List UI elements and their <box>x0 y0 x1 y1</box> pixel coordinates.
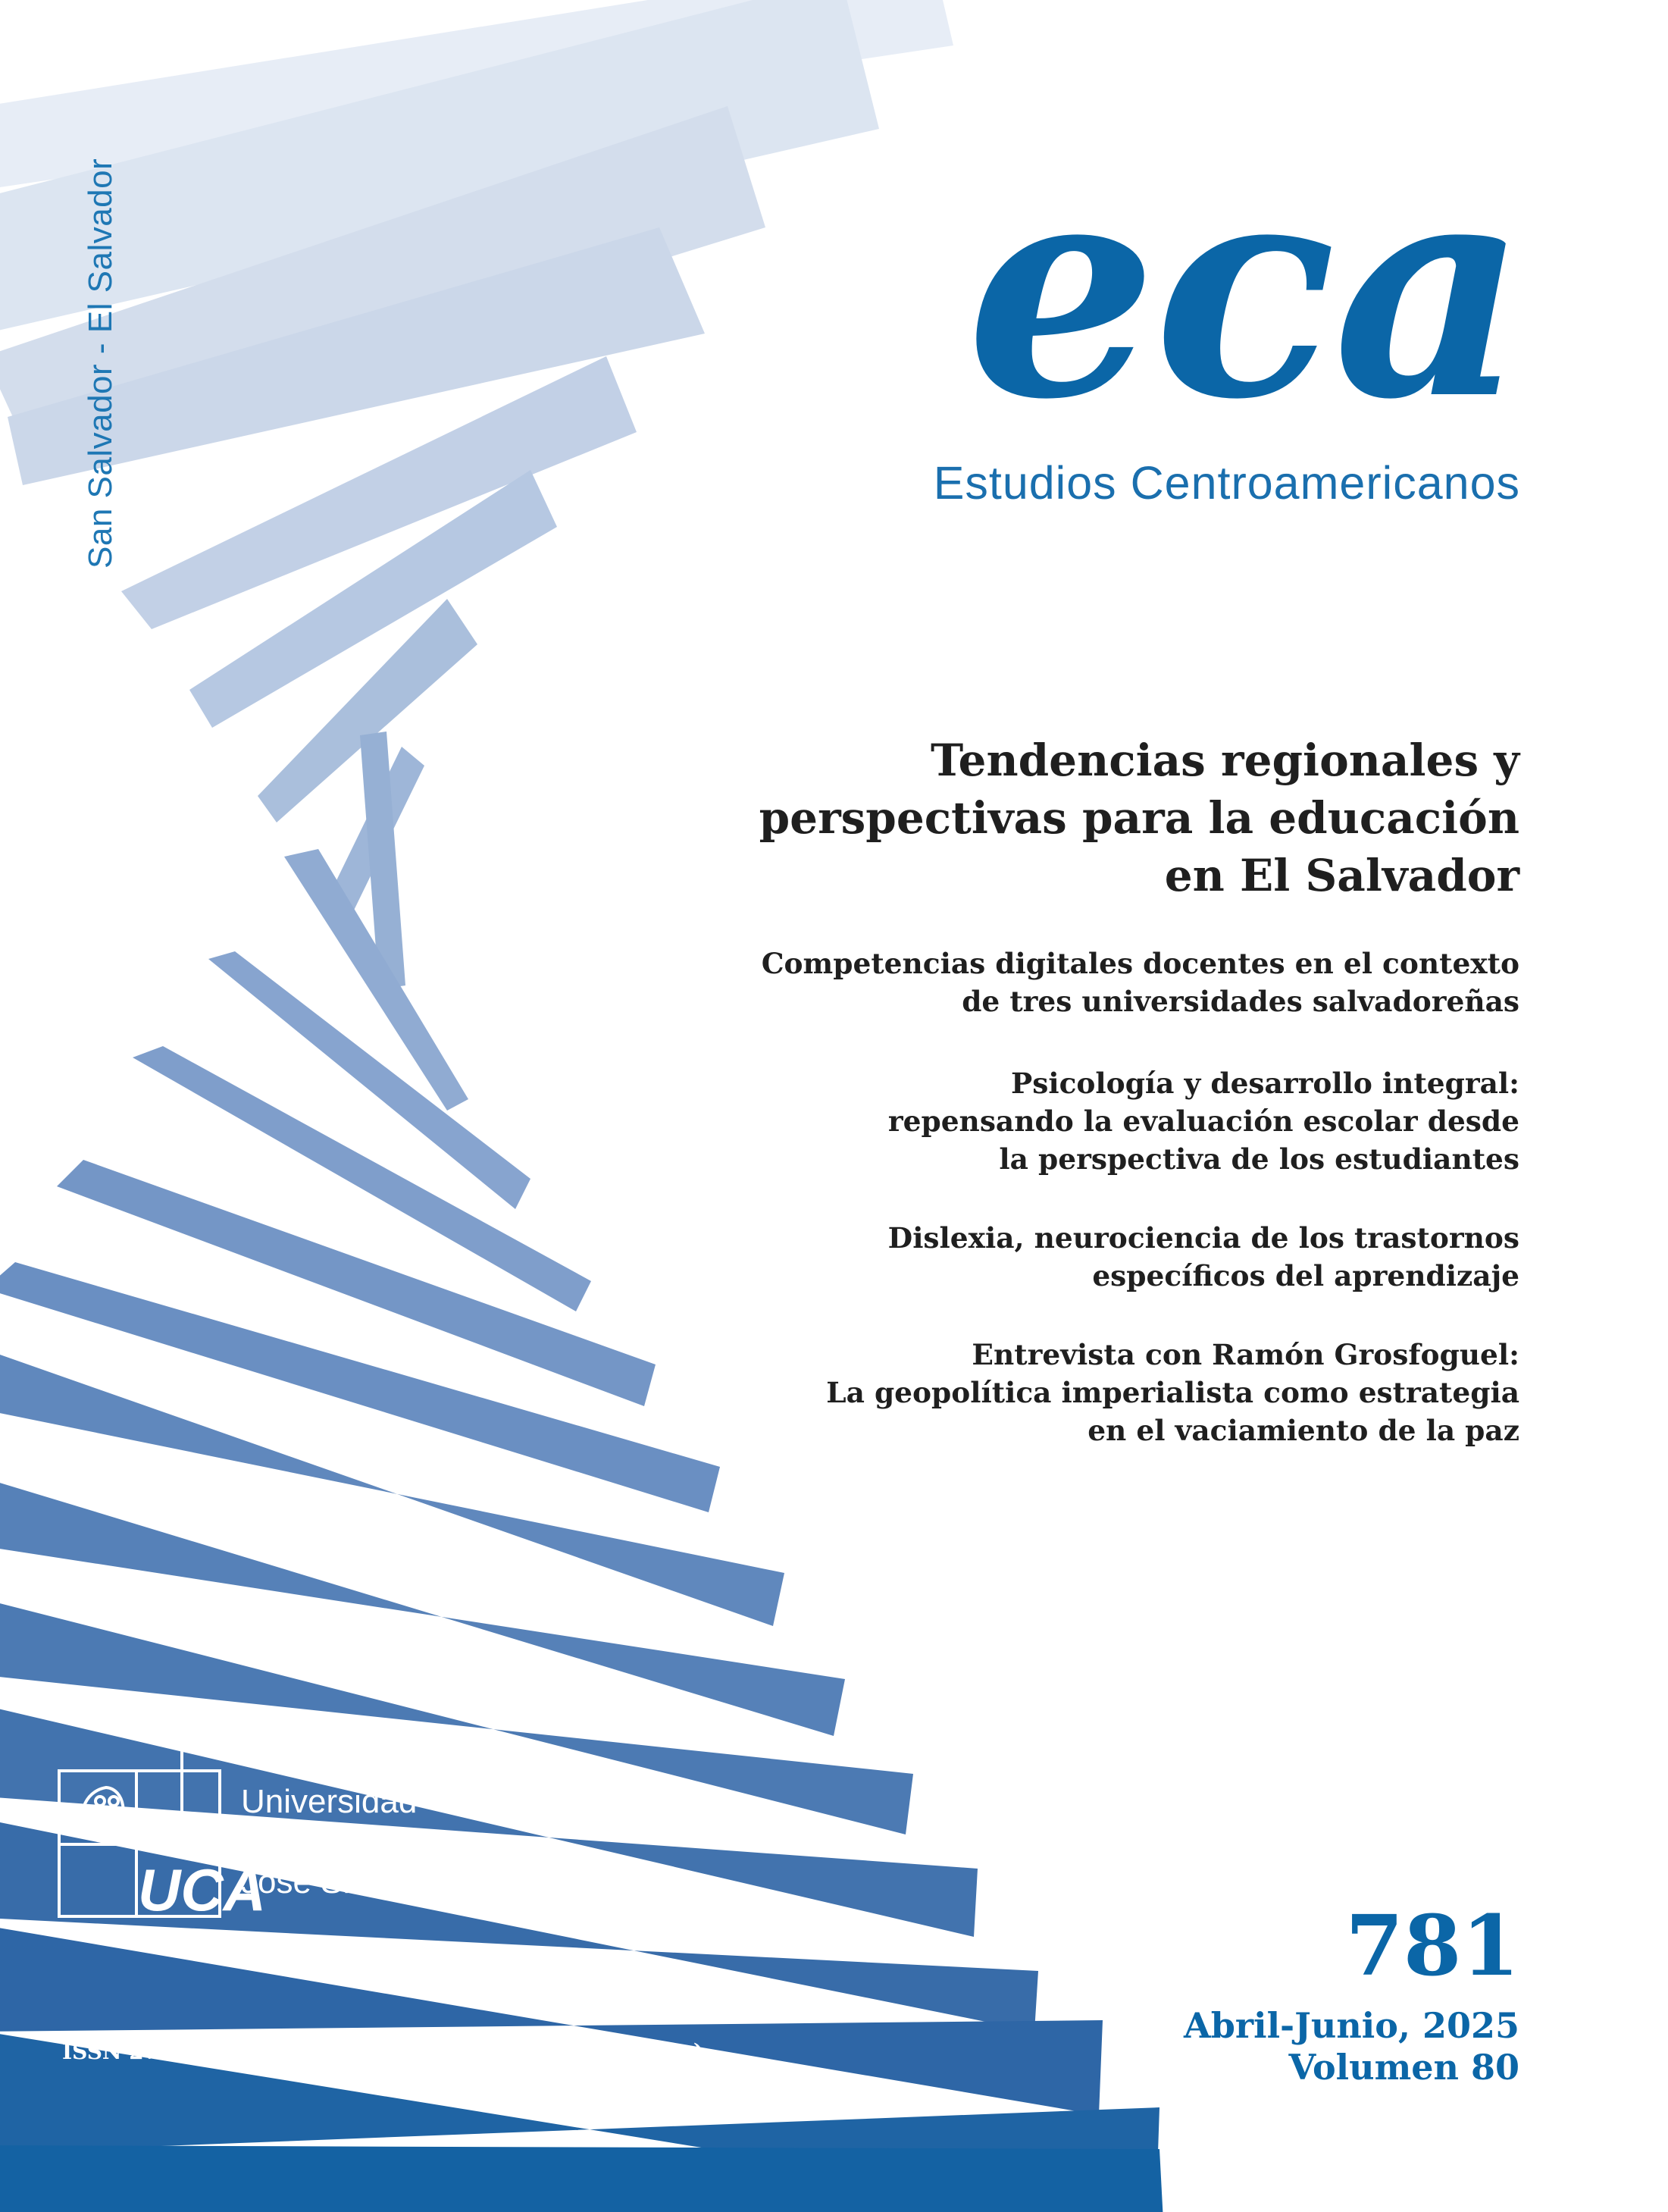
article-title-line: Competencias digitales docentes en el contexto <box>761 947 1519 980</box>
article-title-line: repensando la evaluación escolar desde <box>887 1104 1519 1138</box>
headline-line: Tendencias regionales y <box>931 735 1519 786</box>
article-title-line: La geopolítica imperialista como estrategia <box>826 1376 1519 1409</box>
issue-headline <box>610 732 1519 904</box>
article-title <box>610 1064 1519 1178</box>
university-name-line: Universidad <box>241 1783 418 1820</box>
article-title <box>610 945 1519 1020</box>
stair-band <box>0 1478 845 1736</box>
article-title-line: Dislexia, neurociencia de los trastornos <box>887 1221 1519 1255</box>
article-title-line: de tres universidades salvadoreñas <box>962 985 1519 1018</box>
headline-line: perspectivas para la educación <box>759 792 1519 844</box>
spine-location-text: San Salvador - El Salvador <box>82 158 119 569</box>
issue-number: 781 <box>1345 1897 1519 1994</box>
article-title-line: específicos del aprendizaje <box>1092 1259 1519 1292</box>
journal-name: Estudios Centroamericanos <box>933 457 1520 509</box>
uca-emblem-icon <box>53 1704 266 1932</box>
article-title <box>610 1336 1519 1449</box>
article-title-line: en el vaciamiento de la paz <box>1087 1414 1519 1447</box>
emblem-letters: UCA <box>138 1856 266 1923</box>
article-title-line: Psicología y desarrollo integral: <box>1011 1067 1519 1100</box>
issue-volume: Volumen 80 <box>1288 2047 1519 2088</box>
issue-date: Abril-Junio, 2025 <box>1184 2005 1519 2046</box>
stair-band <box>0 2145 1163 2212</box>
journal-logo: eca <box>966 114 1524 465</box>
article-title-line: la perspectiva de los estudiantes <box>999 1142 1519 1176</box>
university-name-line: Centroamericana <box>241 1823 497 1860</box>
article-title <box>610 1219 1519 1295</box>
university-name-line: José Simeón Cañas <box>241 1863 540 1900</box>
article-title-line: Entrevista con Ramón Grosfoguel: <box>972 1338 1519 1371</box>
issn-text: ISSN 2788-9580 (en línea) ISSN 0014-1445 (impreso) <box>62 2039 704 2064</box>
headline-line: en El Salvador <box>1164 850 1519 901</box>
